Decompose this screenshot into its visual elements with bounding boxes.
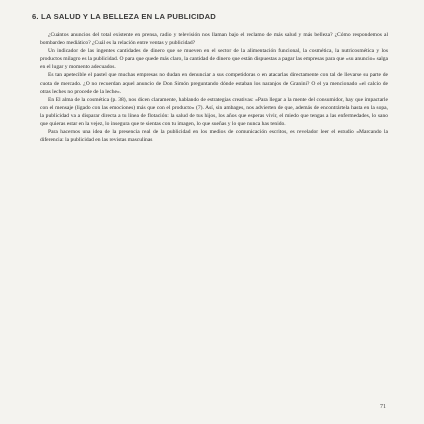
page-number: 71	[380, 404, 386, 410]
paragraph-4: En El alma de la cosmética (p. 38), nos dicen claramente, hablando de estrategias creativas: «Para llegar a la mente del consumidor, hay que impactarle con el mensaje (ligado con las emociones) más que con el producto» (7). Así, sin ambages, nos advierten de que, además de encontrártela hasta en la sopa, la publicidad va a disparar directa a tu línea de flotación: la salud de tus hijos, los años que esperas vivir, el miedo que tengas a las enfermedades, lo sano que quieras estar en la vejez, lo insegura que te sientas con tu imagen, lo que sueñas y lo que nunca has tenido.	[40, 96, 388, 128]
chapter-title: 6. LA SALUD Y LA BELLEZA EN LA PUBLICIDAD	[32, 12, 216, 21]
paragraph-1: ¿Cuántos anuncios del total existente en prensa, radio y televisión nos llaman bajo el reclamo de más salud y más belleza? ¿Cómo respondemos al bombardeo mediático? ¿Cuál es la relación entre ventas y publicidad?	[40, 32, 388, 47]
paragraph-2: Un indicador de las ingentes cantidades de dinero que se mueven en el sector de la alimentación funcional, la cosmética, la nutricosmética y los productos milagro es la publicidad. O para que quede más claro, la cantidad de dinero que están dispuestas a pagar las empresas para que «su anuncio» salga en el lugar y momento adecuados.	[40, 48, 388, 71]
body-text	[40, 31, 388, 144]
paragraph-5: Para hacernos una idea de la presencia real de la publicidad en los medios de comunicación escritos, es revelador leer el estudio «Marcando la diferencia: la publicidad en las revistas masculinas	[40, 129, 388, 144]
paragraph-3: Es tan apetecible el pastel que muchas empresas no dudan en denunciar a sus competidoras o en atacarlas directamente con tal de llevarse su parte de cuota de mercado. ¿O no recuerdan aquel anuncio de Don Simón preguntando dónde estaban los naranjos de Granini? O el ya mencionado «el calcio de otras leches no procede de la leche».	[40, 72, 388, 95]
